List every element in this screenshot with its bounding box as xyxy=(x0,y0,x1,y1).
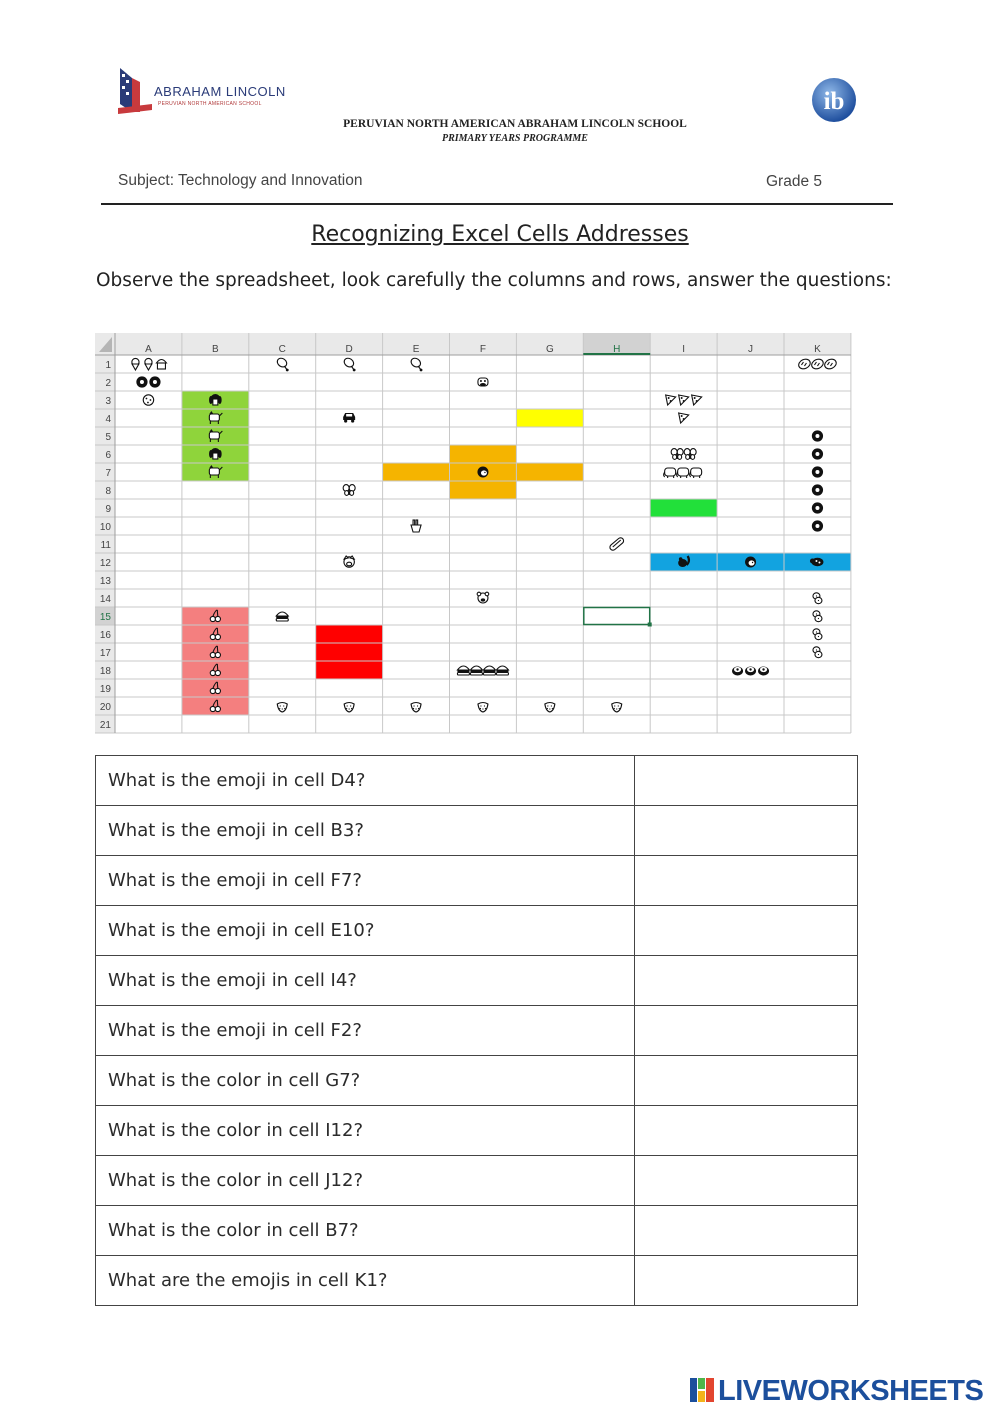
strawberry-icon xyxy=(478,703,488,713)
column-header-bar xyxy=(95,333,851,355)
row-header-20: 20 xyxy=(99,702,111,713)
cell-fill-F6 xyxy=(450,445,517,463)
row-header-17: 17 xyxy=(99,648,111,659)
question-text: What is the emoji in cell B3? xyxy=(96,806,635,856)
ib-logo-icon xyxy=(810,76,858,124)
peanut-icon xyxy=(813,593,822,604)
sushi-icon xyxy=(758,667,769,676)
answer-cell[interactable] xyxy=(635,1056,858,1106)
cell-fill-D17 xyxy=(316,643,383,661)
row-header-9: 9 xyxy=(105,504,111,515)
question-text: What is the color in cell I12? xyxy=(96,1106,635,1156)
column-header-G: G xyxy=(545,344,554,355)
column-header-E: E xyxy=(412,344,420,355)
row-header-12: 12 xyxy=(99,558,111,569)
row-header-4: 4 xyxy=(105,414,111,425)
cell-fill-D18 xyxy=(316,661,383,679)
ib-logo-text: ib xyxy=(823,88,845,115)
cupcake-icon xyxy=(156,360,166,370)
peanut-icon xyxy=(813,629,822,640)
question-text: What is the emoji in cell E10? xyxy=(96,906,635,956)
question-row xyxy=(96,906,858,956)
column-header-J: J xyxy=(748,344,754,355)
hedgehog-icon xyxy=(477,467,488,478)
answer-cell[interactable] xyxy=(635,1206,858,1256)
burger-icon xyxy=(276,612,288,621)
donut-icon xyxy=(812,448,823,459)
question-row xyxy=(96,1256,858,1306)
row-header-6: 6 xyxy=(105,450,111,461)
school-logo-icon xyxy=(118,68,152,114)
answer-cell[interactable] xyxy=(635,1256,858,1306)
subject-label: Subject: Technology and Innovation xyxy=(118,172,363,189)
cell-fill-G7 xyxy=(516,463,583,481)
row-header-21: 21 xyxy=(99,720,111,731)
elephant-icon xyxy=(677,468,689,478)
pizza-icon xyxy=(666,395,676,405)
cell-fill-B15 xyxy=(182,607,249,625)
donut-icon xyxy=(149,376,160,387)
row-header-16: 16 xyxy=(99,630,111,641)
answer-cell[interactable] xyxy=(635,1106,858,1156)
header-divider xyxy=(101,203,893,205)
pig-icon xyxy=(344,556,354,567)
hotdog-icon xyxy=(609,537,625,552)
question-row xyxy=(96,806,858,856)
answer-cell[interactable] xyxy=(635,756,858,806)
peanut-icon xyxy=(813,647,822,658)
answer-cell[interactable] xyxy=(635,1156,858,1206)
column-header-H: H xyxy=(613,344,621,355)
grade-label: Grade 5 xyxy=(766,173,823,190)
row-header-15: 15 xyxy=(99,612,111,623)
row-header-8: 8 xyxy=(105,486,111,497)
car-icon xyxy=(343,413,355,423)
row-header-7: 7 xyxy=(105,468,111,479)
chicken-leg-icon xyxy=(343,356,356,371)
fries-icon xyxy=(411,520,421,532)
cell-fill-B19 xyxy=(182,679,249,697)
sushi-icon xyxy=(732,667,743,676)
programme-name: PRIMARY YEARS PROGRAMME xyxy=(442,133,588,144)
donut-icon xyxy=(812,466,823,477)
strawberry-icon xyxy=(411,703,421,713)
spreadsheet-image xyxy=(95,333,861,735)
sushi-icon xyxy=(745,667,756,676)
question-text: What is the emoji in cell I4? xyxy=(96,956,635,1006)
cell-fill-I9 xyxy=(650,499,717,517)
logo-name: ABRAHAM LINCOLN xyxy=(154,84,286,99)
chicken-leg-icon xyxy=(409,356,422,371)
hedgehog-icon xyxy=(745,557,756,568)
question-row xyxy=(96,1156,858,1206)
row-header-10: 10 xyxy=(99,522,111,533)
column-header-I: I xyxy=(682,344,686,355)
bread-icon xyxy=(823,357,838,370)
bread-icon xyxy=(797,357,812,370)
instructions: Observe the spreadsheet, look carefully the columns and rows, answer the questions: xyxy=(96,270,892,291)
elephant-icon xyxy=(690,468,702,478)
cell-fill-D16 xyxy=(316,625,383,643)
donut-icon xyxy=(812,484,823,495)
school-logo xyxy=(118,66,288,118)
question-text: What is the emoji in cell F7? xyxy=(96,856,635,906)
worksheet-title: Recognizing Excel Cells Addresses xyxy=(311,222,689,247)
spreadsheet-grid xyxy=(95,333,861,735)
peanut-icon xyxy=(813,611,822,622)
question-row xyxy=(96,1006,858,1056)
row-header-14: 14 xyxy=(99,594,111,605)
question-text: What are the emojis in cell K1? xyxy=(96,1256,635,1306)
answer-cell[interactable] xyxy=(635,1006,858,1056)
ice-cream-icon xyxy=(145,358,152,370)
row-header-1: 1 xyxy=(105,360,111,371)
row-header-18: 18 xyxy=(99,666,111,677)
strawberry-icon xyxy=(344,703,354,713)
cell-fill-F8 xyxy=(450,481,517,499)
liveworksheets-icon xyxy=(690,1378,714,1402)
question-text: What is the color in cell J12? xyxy=(96,1156,635,1206)
donut-icon xyxy=(812,502,823,513)
cow-icon xyxy=(478,378,488,386)
burger-icon xyxy=(496,666,508,675)
pizza-icon xyxy=(692,395,702,405)
cell-fill-B20 xyxy=(182,697,249,715)
burger-icon xyxy=(457,666,469,675)
strawberry-icon xyxy=(612,703,622,713)
row-header-13: 13 xyxy=(99,576,111,587)
donut-icon xyxy=(136,376,147,387)
logo-subtitle: PERUVIAN NORTH AMERICAN SCHOOL xyxy=(158,101,262,107)
column-header-D: D xyxy=(345,344,353,355)
question-row xyxy=(96,1106,858,1156)
donut-icon xyxy=(812,430,823,441)
column-header-A: A xyxy=(145,344,152,355)
cell-fill-B18 xyxy=(182,661,249,679)
question-text: What is the color in cell B7? xyxy=(96,1206,635,1256)
answer-cell[interactable] xyxy=(635,856,858,906)
chicken-leg-icon xyxy=(276,356,289,371)
answer-cell[interactable] xyxy=(635,956,858,1006)
pizza-icon xyxy=(679,413,689,423)
cell-fill-B16 xyxy=(182,625,249,643)
pizza-icon xyxy=(679,395,689,405)
fill-handle[interactable] xyxy=(648,623,652,627)
strawberry-icon xyxy=(277,703,287,713)
burger-icon xyxy=(483,666,495,675)
cookie-icon xyxy=(143,395,153,405)
ice-cream-icon xyxy=(132,358,139,370)
butterfly-icon xyxy=(671,449,683,460)
answer-cell[interactable] xyxy=(635,906,858,956)
donut-icon xyxy=(812,520,823,531)
row-header-19: 19 xyxy=(99,684,111,695)
answer-cell[interactable] xyxy=(635,806,858,856)
column-header-F: F xyxy=(479,344,487,355)
active-cell-border[interactable] xyxy=(584,608,650,625)
column-header-C: C xyxy=(278,344,286,355)
question-row xyxy=(96,956,858,1006)
burger-icon xyxy=(470,666,482,675)
row-header-3: 3 xyxy=(105,396,111,407)
question-text: What is the emoji in cell F2? xyxy=(96,1006,635,1056)
questions-table xyxy=(95,755,858,1306)
column-header-B: B xyxy=(212,344,219,355)
liveworksheets-text: LIVEWORKSHEETS xyxy=(718,1375,984,1407)
question-row xyxy=(96,1056,858,1106)
row-header-2: 2 xyxy=(105,378,111,389)
row-header-5: 5 xyxy=(105,432,111,443)
cell-fill-G4 xyxy=(516,409,583,427)
cell-fill-B17 xyxy=(182,643,249,661)
question-row xyxy=(96,1206,858,1256)
cell-fill-E7 xyxy=(383,463,450,481)
butterfly-icon xyxy=(343,485,355,496)
school-name: PERUVIAN NORTH AMERICAN ABRAHAM LINCOLN SCHOOL xyxy=(343,118,687,130)
question-text: What is the emoji in cell D4? xyxy=(96,756,635,806)
column-header-K: K xyxy=(814,344,821,355)
question-text: What is the color in cell G7? xyxy=(96,1056,635,1106)
row-header-11: 11 xyxy=(100,540,111,551)
strawberry-icon xyxy=(545,703,555,713)
elephant-icon xyxy=(664,468,676,478)
bread-icon xyxy=(810,357,825,370)
question-row xyxy=(96,756,858,806)
butterfly-icon xyxy=(684,449,696,460)
bear-icon xyxy=(477,592,489,603)
question-row xyxy=(96,856,858,906)
